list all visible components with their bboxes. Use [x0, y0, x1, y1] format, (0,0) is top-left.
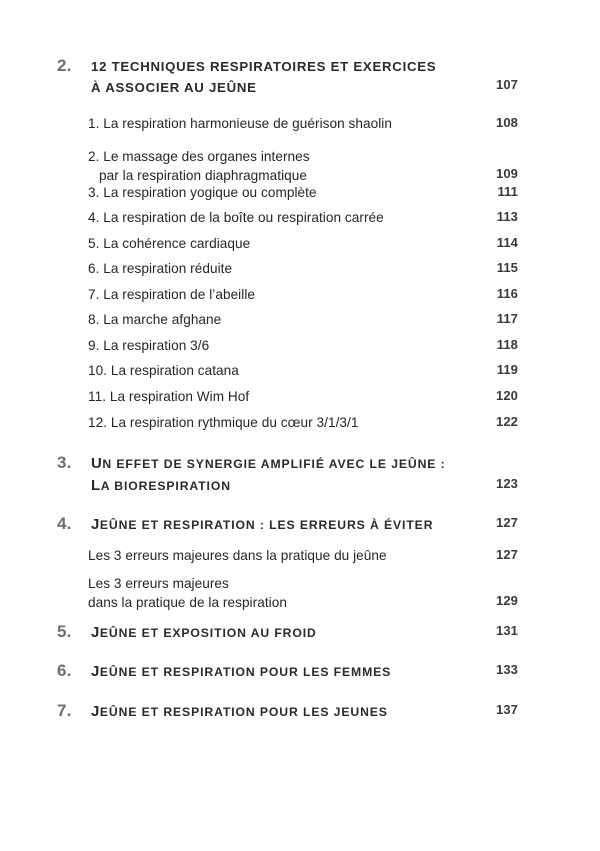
page-number: 108 [496, 115, 518, 130]
subsection-title-line: 1. La respiration harmonieuse de guérison shaolin [88, 116, 392, 131]
toc-chapter-entry[interactable] [57, 701, 518, 723]
toc-subsection-entry[interactable] [88, 361, 518, 380]
subsection-body [88, 234, 518, 253]
chapter-title-line: 12 TECHNIQUES RESPIRATOIRES ET EXERCICES [91, 59, 437, 74]
chapter-title [91, 622, 518, 644]
subsection-title-line: 12. La respiration rythmique du cœur 3/1/3/1 [88, 415, 359, 430]
subsection-title [88, 336, 518, 355]
page-number: 131 [496, 623, 518, 638]
toc-chapter-entry[interactable] [57, 622, 518, 644]
chapter-title-line: JEÛNE ET RESPIRATION : LES ERREURS À ÉVITER [91, 516, 434, 533]
subsection-title-line: 6. La respiration réduite [88, 261, 233, 276]
page-number: 137 [496, 702, 518, 717]
chapter-number: 6. [57, 661, 72, 680]
subsection-title [88, 285, 518, 304]
page-number: 114 [496, 235, 518, 250]
subsection-body [88, 361, 518, 380]
subsection-body [88, 574, 518, 612]
chapter-title [91, 661, 518, 683]
subsection-body [88, 285, 518, 304]
subsection-body [88, 310, 518, 329]
toc-subsection-entry[interactable] [88, 183, 518, 202]
page-number: 119 [496, 362, 518, 377]
subsection-title [88, 259, 518, 278]
chapter-number: 2. [57, 56, 72, 75]
toc-subsection-entry[interactable] [88, 234, 518, 253]
chapter-title-line: UN EFFET DE SYNERGIE AMPLIFIÉ AVEC LE JEÛNE : [91, 455, 446, 472]
subsection-body [88, 336, 518, 355]
subsection-body [88, 147, 518, 185]
toc-subsection-entry[interactable] [88, 259, 518, 278]
chapter-number: 4. [57, 514, 72, 533]
toc-chapter-entry[interactable] [57, 56, 518, 98]
toc-subsection-entry[interactable] [88, 208, 518, 227]
subsection-body [88, 413, 518, 432]
toc-subsection-entry[interactable] [88, 147, 518, 185]
toc-chapter-entry[interactable] [57, 661, 518, 683]
page-number: 129 [496, 593, 518, 608]
page-number: 120 [496, 388, 518, 403]
subsection-title [88, 574, 518, 612]
toc-subsection-entry[interactable] [88, 336, 518, 355]
subsection-title [88, 234, 518, 253]
page-number: 122 [496, 414, 518, 429]
subsection-body [88, 259, 518, 278]
page-number: 111 [497, 184, 518, 199]
page-number: 127 [496, 515, 518, 530]
subsection-title-line: 8. La marche afghane [88, 312, 222, 327]
chapter-title-line: JEÛNE ET RESPIRATION POUR LES FEMMES [91, 663, 392, 680]
subsection-title-line: Les 3 erreurs majeures [88, 576, 229, 591]
toc-subsection-entry[interactable] [88, 574, 518, 612]
chapter-number: 3. [57, 453, 72, 472]
subsection-title-continuation: dans la pratique de la respiration [88, 595, 287, 610]
subsection-title [88, 413, 518, 432]
page-number: 127 [496, 547, 518, 562]
chapter-body [91, 661, 518, 683]
subsection-title-line: 11. La respiration Wim Hof [88, 389, 250, 404]
subsection-title-line: 4. La respiration de la boîte ou respiration carrée [88, 210, 384, 225]
subsection-title [88, 183, 518, 202]
toc-subsection-entry[interactable] [88, 310, 518, 329]
subsection-body [88, 387, 518, 406]
subsection-title [88, 310, 518, 329]
subsection-title [88, 546, 518, 565]
chapter-body [91, 56, 518, 98]
toc-chapter-entry[interactable] [57, 453, 518, 497]
subsection-body [88, 546, 518, 565]
subsection-body [88, 114, 518, 133]
chapter-title-line: JEÛNE ET RESPIRATION POUR LES JEUNES [91, 703, 388, 720]
subsection-title [88, 147, 518, 185]
subsection-body [88, 208, 518, 227]
page-number: 123 [496, 476, 518, 491]
toc-subsection-entry[interactable] [88, 114, 518, 133]
subsection-title [88, 114, 518, 133]
page-number: 117 [496, 311, 518, 326]
chapter-title [91, 56, 518, 98]
chapter-title [91, 514, 518, 536]
subsection-title-line: 9. La respiration 3/6 [88, 338, 210, 353]
subsection-title-line: Les 3 erreurs majeures dans la pratique du jeûne [88, 548, 387, 563]
page-number: 113 [496, 209, 518, 224]
subsection-title-line: 2. Le massage des organes internes [88, 149, 310, 164]
toc-subsection-entry[interactable] [88, 546, 518, 565]
chapter-title-line: JEÛNE ET EXPOSITION AU FROID [91, 624, 317, 641]
chapter-body [91, 453, 518, 497]
chapter-body [91, 701, 518, 723]
page-number: 118 [496, 337, 518, 352]
subsection-title-line: 3. La respiration yogique ou complète [88, 185, 317, 200]
toc-chapter-entry[interactable] [57, 514, 518, 536]
chapter-number: 5. [57, 622, 72, 641]
table-of-contents [57, 56, 518, 756]
toc-subsection-entry[interactable] [88, 285, 518, 304]
chapter-body [91, 514, 518, 536]
subsection-title-line: 7. La respiration de l’abeille [88, 287, 255, 302]
chapter-title [91, 701, 518, 723]
subsection-title [88, 208, 518, 227]
subsection-title [88, 387, 518, 406]
toc-subsection-entry[interactable] [88, 387, 518, 406]
page-number: 109 [496, 166, 518, 181]
subsection-title [88, 361, 518, 380]
subsection-title-line: 5. La cohérence cardiaque [88, 236, 251, 251]
subsection-title-line: 10. La respiration catana [88, 363, 239, 378]
page-number: 116 [496, 286, 518, 301]
chapter-title-line: À ASSOCIER AU JEÛNE [91, 80, 257, 95]
toc-subsection-entry[interactable] [88, 413, 518, 432]
chapter-title-line: LA BIORESPIRATION [91, 477, 231, 494]
subsection-title-continuation: par la respiration diaphragmatique [99, 168, 307, 183]
page-number: 115 [496, 260, 518, 275]
chapter-number: 7. [57, 701, 72, 720]
chapter-title [91, 453, 518, 497]
page-number: 133 [496, 662, 518, 677]
chapter-body [91, 622, 518, 644]
subsection-body [88, 183, 518, 202]
page-number: 107 [496, 77, 518, 92]
